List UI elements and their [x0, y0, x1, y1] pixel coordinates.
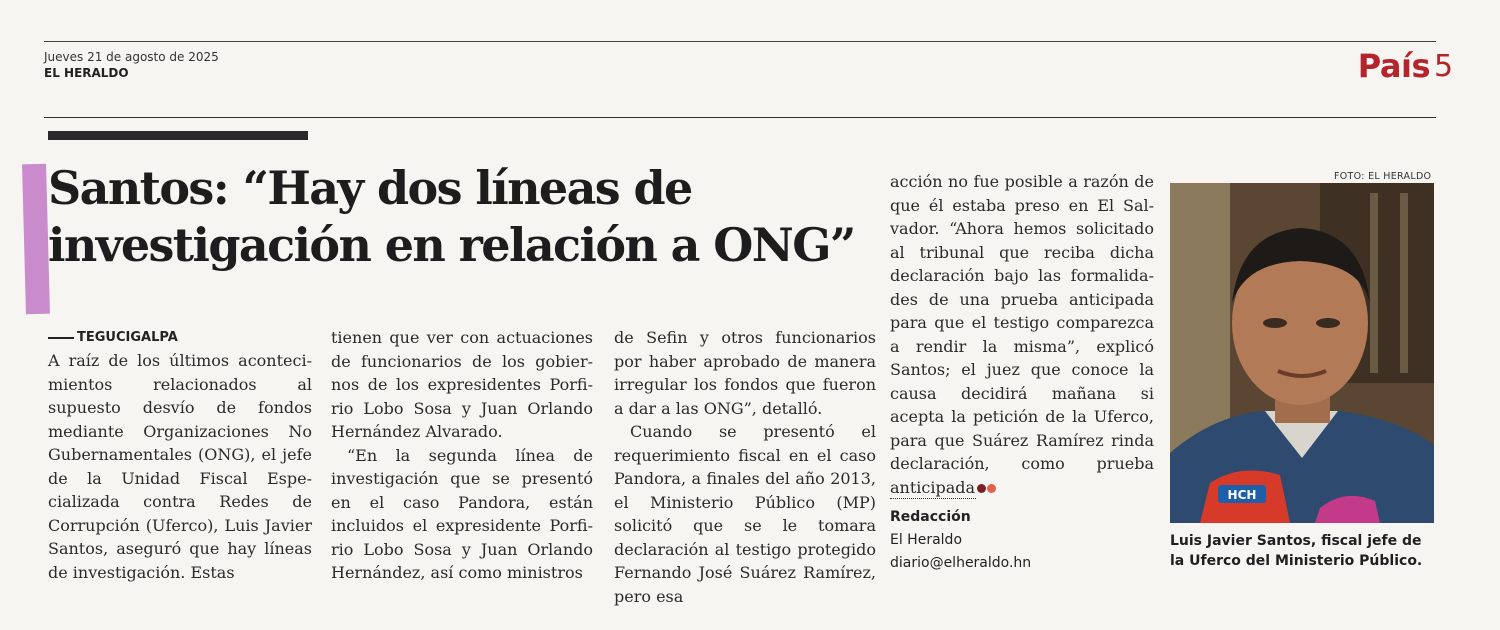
- headline: Santos: “Hay dos líneas de investigación en relación a ONG”: [48, 161, 855, 272]
- paragraph: de Sefin y otros funcionarios por haber aprobado de manera irregular los fondos que fueron a dar a las ONG”, detalló.: [614, 328, 876, 418]
- paragraph: tienen que ver con actuaciones de funcionarios de los gobiernos de los expresidentes Porfirio Lobo Sosa y Juan Orlando Hernández Alvarado.: [331, 328, 593, 441]
- highlighter-mark: [22, 164, 50, 315]
- top-rule: [44, 41, 1436, 42]
- header-divider: [44, 117, 1436, 118]
- photo-caption: Luis Javier Santos, fiscal jefe de la Uferco del Ministerio Público.: [1170, 533, 1423, 569]
- paragraph: Cuando se presentó el requerimiento fiscal en el caso Pandora, a finales del año 2013, el Ministerio Público (MP) solicitó que se le tomara declaración al testigo protegido Fernando José Suárez Ramírez, pero esa: [614, 422, 876, 606]
- portrait-illustration: [1170, 183, 1434, 523]
- end-dot-icon: [977, 484, 986, 493]
- signature-divider: [890, 498, 976, 499]
- signature-name: El Heraldo: [890, 532, 963, 548]
- issue-date: Jueves 21 de agosto de 2025: [44, 50, 219, 64]
- headline-bar: [48, 131, 308, 140]
- section-name: País: [1357, 47, 1430, 85]
- dateline: TEGUCIGALPA: [48, 330, 178, 345]
- photo-credit: FOTO: EL HERALDO: [1334, 171, 1432, 182]
- newspaper-name: EL HERALDO: [44, 66, 129, 80]
- section-title: [1358, 47, 1430, 85]
- article-column-4: [890, 170, 1154, 499]
- article-column-3: [614, 326, 876, 608]
- paragraph: A raíz de los últimos acontecimientos relacionados al supuesto desvío de fondos mediante Organizaciones No Gubernamentales (ONG), el jefe de la Unidad Fiscal Especializada contra Redes de Corrupción (Uferco), Luis Javier Santos, aseguró que hay líneas de investigación. Estas: [48, 351, 312, 582]
- signature-label: Redacción: [890, 509, 971, 525]
- portrait-photo: [1170, 183, 1434, 523]
- microphone-label: HCH: [1227, 488, 1257, 502]
- paragraph: acción no fue posible a razón de que él estaba preso en El Salvador. “Ahora hemos solicitado al tribunal que reciba dicha declaración bajo las formalidades de una prueba anticipada para que el testigo comparezca a rendir la misma”, explicó Santos; el juez que conoce la causa decidirá mañana si acepta la petición de la Uferco, para que Suárez Ramírez rinda declaración, como prueba anticipada: [890, 172, 1154, 497]
- article-column-2: [331, 326, 593, 585]
- article-column-1: [48, 349, 312, 584]
- paragraph: “En la segunda línea de investigación que se presentó en el caso Pandora, están incluidos el expresidente Porfirio Lobo Sosa y Juan Orlando Hernández, así como ministros: [331, 445, 593, 582]
- end-dot-icon: [987, 484, 996, 493]
- signature-email: diario@elheraldo.hn: [890, 555, 1032, 571]
